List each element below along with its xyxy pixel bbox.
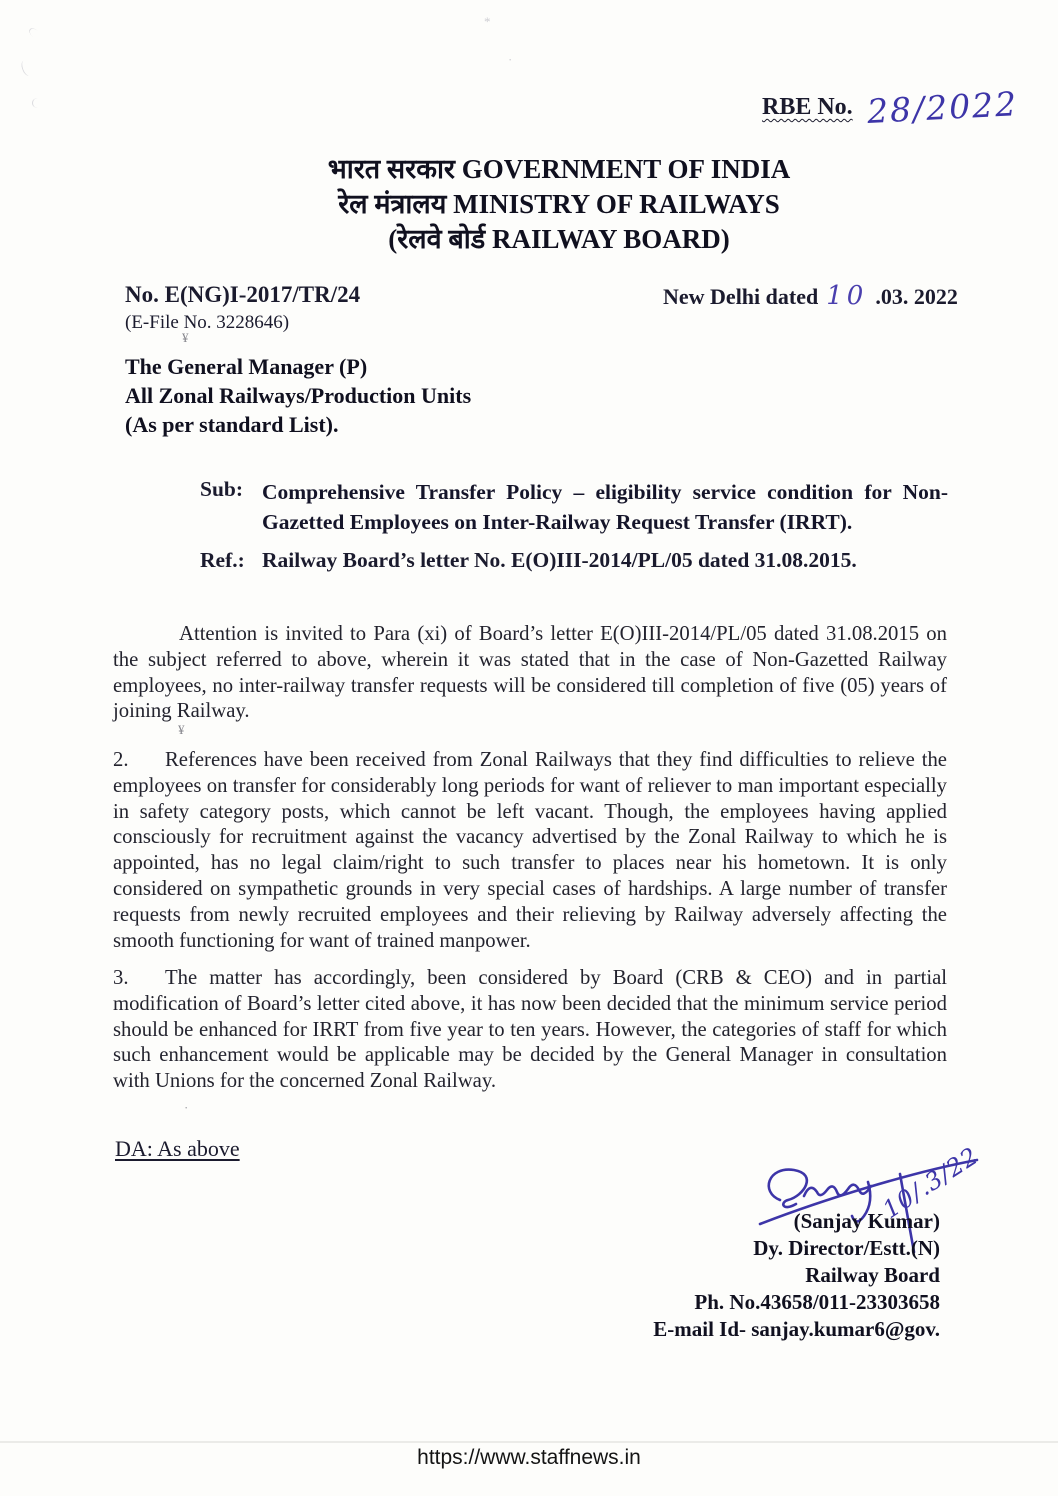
paragraph-3-text: The matter has accordingly, been considered by Board (CRB & CEO) and in partial modification of Board’s letter cited above, it has now been decided that the minimum service period should be enhanced for IRRT from five year to ten years. However, the categories of staff for which such enhancement would be applicable may be decided by the General Manager in consultation with Unions for the concerned Zonal Railway. [113, 967, 947, 1093]
scan-artifact [27, 26, 44, 42]
rbe-number-row [762, 84, 1019, 131]
addressee-line1: The General Manager (P) [125, 354, 368, 379]
org-line-govt: भारत सरकार GOVERNMENT OF INDIA [327, 154, 791, 184]
footer-divider [0, 1441, 1058, 1443]
reference-label: Ref.: [200, 548, 245, 572]
signatory-block [653, 1208, 940, 1343]
letter-number: No. E(NG)I-2017/TR/24 [125, 282, 361, 307]
scan-artifact: * [484, 14, 491, 29]
enclosure-line: DA: As above [115, 1136, 240, 1161]
subject-text: Comprehensive Transfer Policy – eligibility service condition for Non-Gazetted Employees on Inter-Railway Request Transfer (IRRT). [262, 480, 948, 534]
signatory-email: E-mail Id- sanjay.kumar6@gov. [653, 1317, 940, 1341]
scan-artifact: · [508, 52, 513, 67]
rbe-label: RBE No. [762, 94, 853, 120]
addressee-line2: All Zonal Railways/Production Units [125, 383, 472, 408]
signatory-office: Railway Board [805, 1263, 940, 1287]
paragraph-2-text: References have been received from Zonal Railways that they find difficulties to relieve the employees on transfer for considerably long periods for want of reliever to man important especially in safety category posts, which cannot be left vacant. Though, the employees having applied consciously for recruitment against the vacancy advertised by the Zonal Railway to which he is appointed, has no legal claim/right to such transfer to places near his hometown. It is only considered on sympathetic grounds in very special cases of hardships. A large number of transfer requests from newly recruited employees and their relieving by Railway adversely affecting the smooth functioning for want of trained manpower. [113, 749, 947, 952]
signatory-phone: Ph. No.43658/011-23303658 [694, 1290, 940, 1314]
date-rest: .03. 2022 [875, 284, 958, 309]
paragraph-3 [113, 966, 947, 1095]
place-date [663, 281, 958, 311]
paragraph-2-number: 2. [113, 749, 129, 771]
scan-artifact [20, 59, 34, 77]
scan-artifact [32, 98, 43, 108]
scan-artifact: ¥ [182, 330, 189, 345]
letter-number-block [125, 282, 360, 334]
signatory-designation: Dy. Director/Estt.(N) [753, 1236, 940, 1260]
addressee-block [125, 352, 471, 439]
paragraph-3-number: 3. [113, 967, 129, 989]
place-date-prefix: New Delhi dated [663, 284, 819, 309]
paragraph-1: Attention is invited to Para (xi) of Board’s letter E(O)III-2014/PL/05 dated 31.08.2015 on the subject referred to above, wherein it was stated that in the case of Non-Gazetted Railway employees, no inter-railway transfer requests will be considered till completion of five (05) years of joining Railway. [113, 623, 947, 723]
org-line-ministry: रेल मंत्रालय MINISTRY OF RAILWAYS [338, 189, 780, 219]
rbe-number-handwritten: 28/2022 [865, 84, 1019, 131]
reference-text: Railway Board’s letter No. E(O)III-2014/PL/05 dated 31.08.2015. [262, 548, 857, 572]
paragraph-2 [113, 748, 947, 954]
subject-block [200, 477, 950, 537]
date-day-handwritten: 10 [826, 281, 868, 311]
signatory-name: (Sanjay Kumar) [793, 1209, 940, 1233]
org-heading [60, 152, 1058, 257]
scan-artifact: · [184, 1100, 189, 1115]
efile-number: (E-File No. 3228646) [125, 312, 290, 333]
reference-block [200, 548, 980, 573]
subject-label: Sub: [200, 477, 244, 501]
org-line-board: (रेलवे बोर्ड RAILWAY BOARD) [388, 224, 730, 254]
footer-source-url: https://www.staffnews.in [417, 1446, 641, 1469]
scan-artifact: ¥ [178, 722, 185, 737]
addressee-line3: (As per standard List). [125, 412, 339, 437]
signature-date-handwritten: 10/.3/22 [877, 1141, 984, 1224]
